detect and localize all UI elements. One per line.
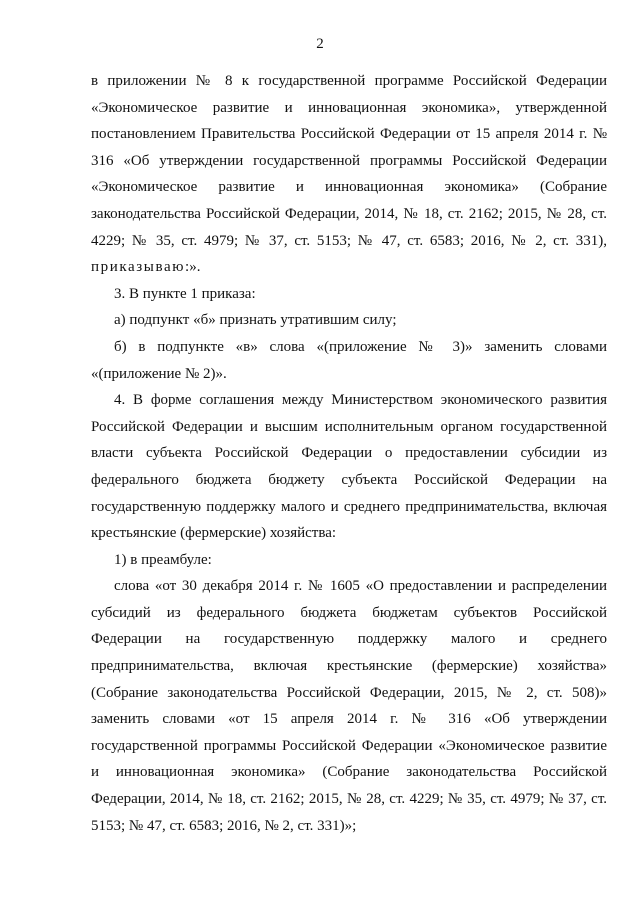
paragraph-preamble: 1) в преамбуле: <box>114 551 212 568</box>
paragraph-end: :». <box>185 259 201 276</box>
paragraph-sub-a: а) подпункт «б» признать утратившим силу; <box>114 312 397 329</box>
paragraph-sub-b: б) в подпункте «в» слова «(приложение № 3)» заменить словами «(приложение № 2)». <box>91 338 607 382</box>
paragraph-item-3: 3. В пункте 1 приказа: <box>114 285 256 302</box>
document-body <box>91 68 607 839</box>
order-word: приказываю <box>91 259 186 276</box>
paragraph-text: в приложении № 8 к государственной программе Российской Федерации «Экономическое развитие и инновационная экономика», утвержденной постановлением Правительства Российской Федерации от 15 апреля 2014 г. № 316 «Об утверждении государственной программы Российской Федерации «Экономическое развитие и инновационная экономика» (Собрание законодательства Российской Федерации, 2014, № 18, ст. 2162; 2015, № 28, ст. 4229; № 35, ст. 4979; № 37, ст. 5153; № 47, ст. 6583; 2016, № 2, ст. 331), <box>91 73 607 249</box>
paragraph-words-replace: слова «от 30 декабря 2014 г. № 1605 «О предоставлении и распределении субсидий из федерального бюджета бюджетам субъектов Российской Федерации на государственную поддержку малого и среднего предпринимательства, включая крестьянские (фермерские) хозяйства» (Собрание законодательства Российской Федерации, 2015, № 2, ст. 508)» заменить словами «от 15 апреля 2014 г. № 316 «Об утверждении государственной программы Российской Федерации «Экономическое развитие и инновационная экономика» (Собрание законодательства Российской Федерации, 2014, № 18, ст. 2162; 2015, № 28, ст. 4229; № 35, ст. 4979; № 37, ст. 5153; № 47, ст. 6583; 2016, № 2, ст. 331)»; <box>91 578 607 834</box>
paragraph-item-4: 4. В форме соглашения между Министерством экономического развития Российской Федерации и высшим исполнительным органом государственной власти субъекта Российской Федерации о предоставлении субсидии из федерального бюджета бюджету субъекта Российской Федерации на государственную поддержку малого и среднего предпринимательства, включая крестьянские (фермерские) хозяйства: <box>91 392 607 542</box>
paragraph-appendix-8 <box>91 68 607 281</box>
page-number: 2 <box>316 36 324 52</box>
